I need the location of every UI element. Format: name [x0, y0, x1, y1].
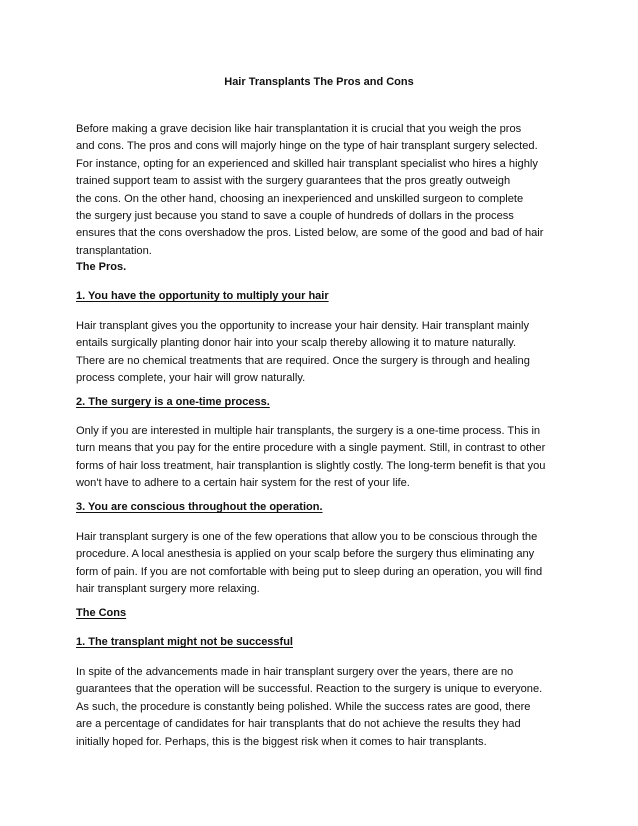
text-line: transplantation. — [76, 244, 152, 257]
pros-heading: The Pros. — [76, 261, 127, 273]
text-line: trained support team to assist with the surgery guarantees that the pros greatly outweigh — [76, 175, 511, 188]
pro-3-paragraph — [76, 529, 570, 599]
text-line: Hair transplant gives you the opportunity to increase your hair density. Hair transplant mainly — [76, 320, 530, 332]
text-line: There are no chemical treatments that are required. Once the surgery is through and healing — [76, 354, 530, 367]
text-line: are a percentage of candidates for hair transplants that do not achieve the results they had — [76, 718, 521, 731]
document-title: Hair Transplants The Pros and Cons — [224, 76, 414, 88]
intro-paragraph — [76, 121, 570, 260]
cons-heading: The Cons — [76, 607, 127, 619]
text-line: the cons. On the other hand, choosing an inexperienced and unskilled surgeon to complete — [76, 192, 524, 205]
pro-1-heading: 1. You have the opportunity to multiply your hair — [76, 290, 329, 302]
text-line: Before making a grave decision like hair transplantation it is crucial that you weigh the pros — [76, 123, 522, 135]
text-line: In spite of the advancements made in hair transplant surgery over the years, there are no — [76, 666, 514, 678]
text-line: For instance, opting for an experienced and skilled hair transplant specialist who hires a highly — [76, 157, 538, 170]
con-1-paragraph — [76, 664, 570, 751]
pro-1-paragraph — [76, 318, 570, 388]
text-line: the surgery just because you stand to save a couple of hundreds of dollars in the process — [76, 210, 514, 223]
text-line: form of pain. If you are not comfortable with being put to sleep during an operation, you will find — [76, 565, 543, 578]
text-line: and cons. The pros and cons will majorly hinge on the type of hair transplant surgery selected. — [76, 140, 538, 153]
text-line: As such, the procedure is constantly being polished. While the success rates are good, there — [76, 700, 531, 713]
pro-3-heading: 3. You are conscious throughout the operation. — [76, 501, 323, 513]
con-1-heading: 1. The transplant might not be successful — [76, 636, 293, 648]
text-line: initially hoped for. Perhaps, this is the biggest risk when it comes to hair transplants. — [76, 735, 487, 748]
text-line: procedure. A local anesthesia is applied on your scalp before the surgery thus eliminating any — [76, 548, 535, 561]
pro-2-heading: 2. The surgery is a one-time process. — [76, 396, 270, 408]
text-line: guarantees that the operation will be successful. Reaction to the surgery is unique to everyone. — [76, 683, 543, 696]
pro-2-paragraph — [76, 423, 570, 493]
text-line: forms of hair loss treatment, hair transplantion is slightly costly. The long-term benefit is that you — [76, 459, 546, 472]
text-line: entails surgically planting donor hair into your scalp thereby allowing it to mature naturally. — [76, 337, 517, 350]
text-line: process complete, your hair will grow naturally. — [76, 372, 306, 385]
text-line: Hair transplant surgery is one of the few operations that allow you to be conscious through the — [76, 531, 538, 543]
text-line: won't have to adhere to a certain hair system for the rest of your life. — [76, 477, 410, 490]
text-line: hair transplant surgery more relaxing. — [76, 583, 260, 596]
text-line: Only if you are interested in multiple hair transplants, the surgery is a one-time process. This in — [76, 425, 541, 437]
text-line: turn means that you pay for the entire procedure with a single payment. Still, in contrast to other — [76, 442, 546, 455]
text-line: ensures that the cons overshadow the pros. Listed below, are some of the good and bad of hair — [76, 227, 544, 240]
